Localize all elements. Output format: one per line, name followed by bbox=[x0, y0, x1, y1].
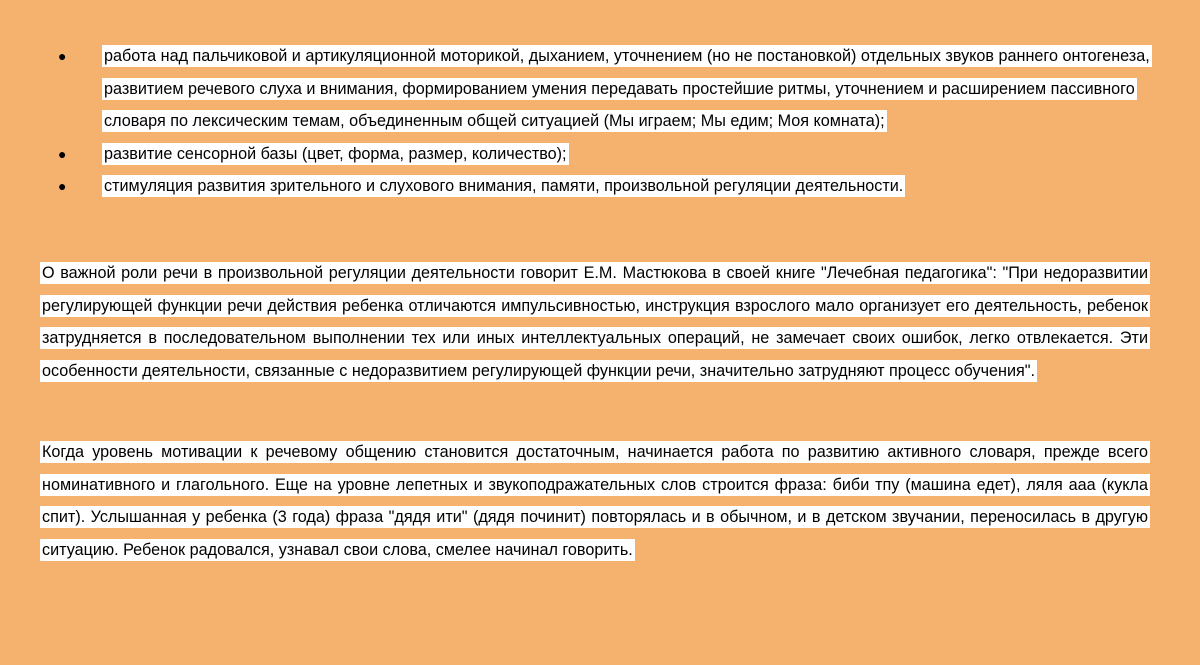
bullet-icon: ● bbox=[58, 145, 67, 162]
bullet-text: развитие сенсорной базы (цвет, форма, размер, количество); bbox=[104, 144, 567, 163]
list-item bbox=[55, 40, 1165, 138]
bullet-icon: ● bbox=[58, 48, 67, 64]
paragraph-active-vocabulary bbox=[40, 436, 1150, 566]
bullet-text: стимуляция развития зрительного и слухового внимания, памяти, произвольной регуляции деятельности. bbox=[104, 177, 904, 195]
bullet-list bbox=[55, 40, 1165, 203]
bullet-icon: ● bbox=[58, 178, 67, 194]
list-item bbox=[55, 138, 1165, 171]
paragraph-text: Когда уровень мотивации к речевому общению становится достаточным, начинается работа по развитию активного словаря, прежде всего номинативного и глагольного. Еще на уровне лепетных и звукоподражательных слов строится фраза: биби тпу (машина едет), ляля ааа (кукла спит). Услышанная у ребенка (3 года) фраза "дядя ити" (дядя починит) повторялась и в обычном, и в детском звучании, переносилась в другую ситуацию. Ребенок радовался, узнавал свои слова, смелее начинал говорить. bbox=[42, 443, 1148, 559]
bullet-text: работа над пальчиковой и артикуляционной моторикой, дыханием, уточнением (но не постановкой) отдельных звуков раннего онтогенеза, развитием речевого слуха и внимания, формированием умения передавать простейшие ритмы, уточнением и расширением пассивного словаря по лексическим темам, объединенным общей ситуацией (Мы играем; Мы едим; Моя комната); bbox=[104, 47, 1150, 130]
paragraph-mastyukova-quote bbox=[40, 257, 1150, 387]
list-item bbox=[55, 170, 1165, 203]
paragraph-text: О важной роли речи в произвольной регуляции деятельности говорит Е.М. Мастюкова в своей книге "Лечебная педагогика": "При недоразвитии регулирующей функции речи действия ребенка отличаются импульсивностью, инструкция взрослого мало организует его деятельность, ребенок затрудняется в последовательном выполнении тех или иных интеллектуальных операций, не замечает своих ошибок, легко отвлекается. Эти особенности деятельности, связанные с недоразвитием регулирующей функции речи, значительно затрудняют процесс обучения". bbox=[42, 264, 1148, 380]
